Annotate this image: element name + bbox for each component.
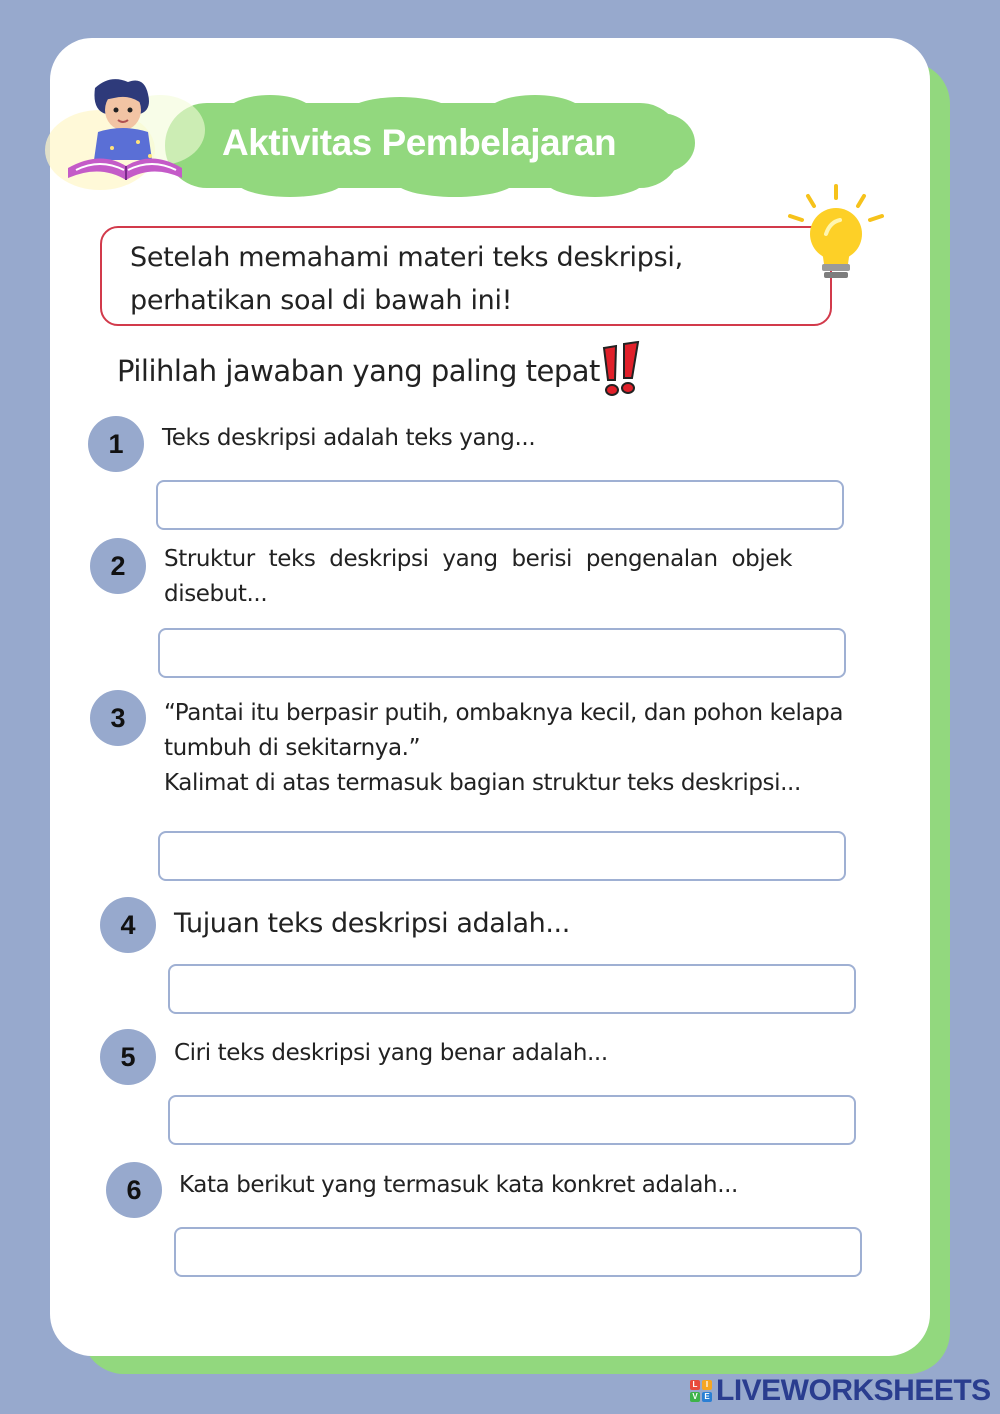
question-number-4: 4 [100,897,156,953]
question-number-2: 2 [90,538,146,594]
question-text-1 [162,421,792,456]
logo-letter-l: L [690,1380,700,1390]
double-exclamation-icon [598,340,644,400]
question-text-3 [164,696,854,801]
answer-input-2[interactable] [158,628,846,678]
question-number-6: 6 [106,1162,162,1218]
intro-line-1: Setelah memahami materi teks deskripsi, [130,242,683,273]
answer-input-5[interactable] [168,1095,856,1145]
question-3-line-3: Kalimat di atas termasuk bagian struktur teks deskripsi... [164,770,801,796]
question-3-line-1: “Pantai itu berpasir putih, ombaknya kecil, dan pohon kelapa [164,700,844,726]
logo-letter-i: I [702,1380,712,1390]
answer-input-4[interactable] [168,964,856,1014]
liveworksheets-logo [690,1374,991,1408]
question-number-1: 1 [88,416,144,472]
answer-input-3[interactable] [158,831,846,881]
intro-text [130,236,683,322]
question-5-line-1: Ciri teks deskripsi yang benar adalah... [174,1040,608,1066]
question-1-line-1: Teks deskripsi adalah teks yang... [162,425,536,451]
logo-letter-v: V [690,1392,700,1402]
question-text-2 [164,542,792,612]
question-text-5 [174,1036,804,1071]
question-6-line-1: Kata berikut yang termasuk kata konkret adalah... [179,1172,738,1198]
question-2-line-1: Struktur teks deskripsi yang berisi pengenalan objek [164,546,792,572]
answer-input-1[interactable] [156,480,844,530]
intro-line-2: perhatikan soal di bawah ini! [130,285,513,316]
page-title: Aktivitas Pembelajaran [222,122,617,163]
reading-boy-icon [40,70,220,200]
liveworksheets-logo-icon [690,1380,712,1402]
answer-input-6[interactable] [174,1227,862,1277]
question-3-line-2: tumbuh di sekitarnya.” [164,735,421,761]
logo-letter-e: E [702,1392,712,1402]
question-4-line-1: Tujuan teks deskripsi adalah... [174,908,570,939]
brand-name: LIVEWORKSHEETS [716,1374,991,1407]
instruction-text: Pilihlah jawaban yang paling tepat [117,354,600,388]
lightbulb-icon [786,182,888,292]
question-text-4 [174,906,804,941]
question-2-line-2: disebut... [164,581,268,607]
question-number-3: 3 [90,690,146,746]
question-number-5: 5 [100,1029,156,1085]
intro-box [100,226,832,326]
question-text-6 [179,1168,809,1203]
